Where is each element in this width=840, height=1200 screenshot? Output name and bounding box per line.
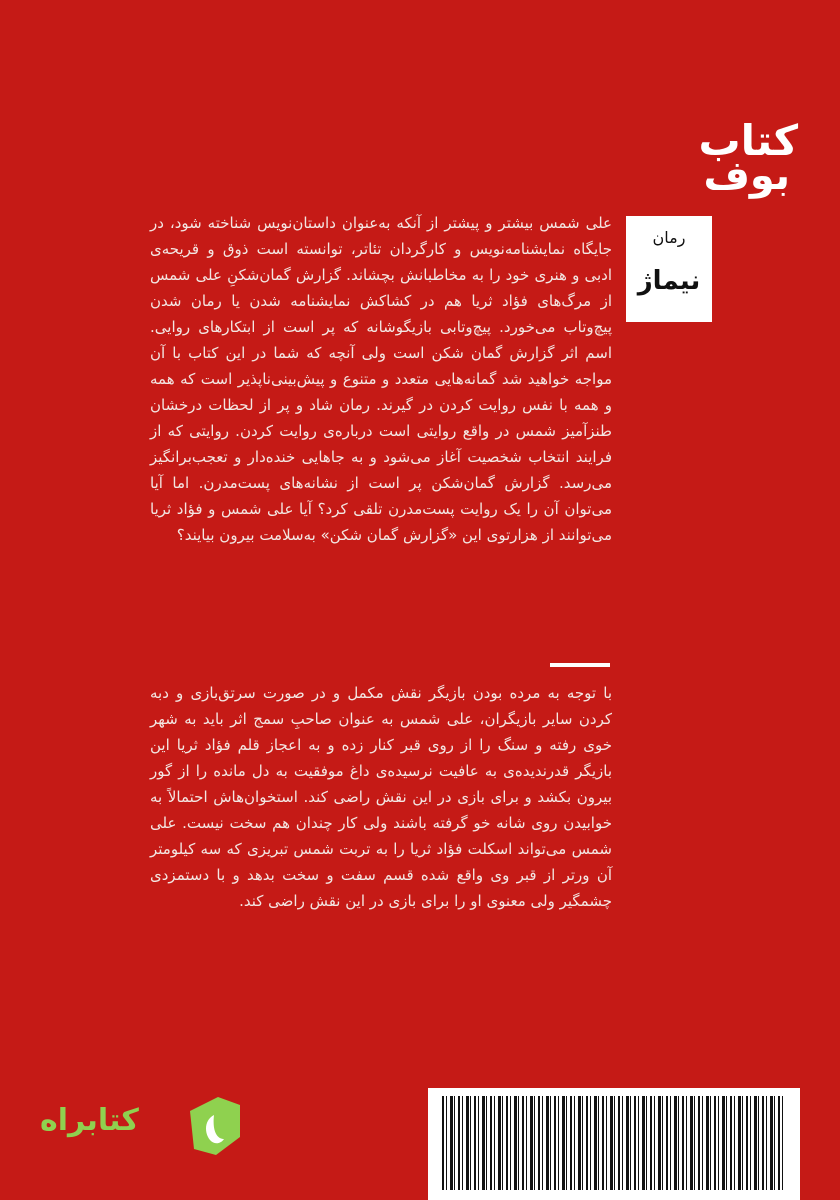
barcode bbox=[442, 1096, 786, 1190]
series-badge bbox=[626, 216, 712, 322]
section-divider bbox=[550, 663, 610, 667]
publisher-logo bbox=[678, 116, 798, 200]
watermark bbox=[40, 1093, 210, 1163]
logo-word-ketab: کتاب bbox=[698, 116, 798, 165]
barcode-panel bbox=[428, 1088, 800, 1200]
blurb-paragraph-1: علی شمس بیشتر و پیشتر از آنکه به‌عنوان داستان‌نویس شناخته شود، در جایگاه نمایشنامه‌نویس و کارگردان تئاتر، توانسته است ذوق و قریحه‌ی ادبی و هنری خود را به مخاطبانش بچشاند. گزارش گمان‌شکنِ علی شمس از مرگ‌های فؤاد ثریا هم در کشاکش نمایشنامه شدن یا رمان شدن پیچ‌وتاب می‌خورد. پیچ‌وتابی بازیگوشانه که پر است از ابتکارهای روایی. اسم اثر گزارش گمان شکن است ولی آنچه که شما در این کتاب با آن مواجه خواهید شد گمانه‌هایی متعدد و متنوع و پیش‌بینی‌ناپذیر است که همه و همه با نفس روایت کردن در گیرند. رمان شاد و پر از لحظات درخشان طنزآمیز شمس در واقع روایتی است درباره‌ی روایت کردن. روایتی که از فرایند انتخاب شخصیت آغاز می‌شود و به جاهایی خنده‌دار و تعجب‌برانگیز می‌رسد. گزارش گمان‌شکن پر است از نشانه‌های پست‌مدرن. اما آیا می‌توان آن را یک روایت پست‌مدرن تلقی کرد؟ آیا علی شمس و فؤاد ثریا می‌توانند از هزارتوی این «گزارش گمان شکن» به‌سلامت بیرون بیایند؟ bbox=[150, 214, 612, 544]
watermark-text: کتابراه bbox=[40, 1103, 139, 1138]
genre-label: رمان bbox=[652, 228, 686, 247]
book-leaf-icon bbox=[184, 1093, 246, 1159]
imprint-logo: نیماژ bbox=[637, 266, 701, 296]
blurb-paragraph-2: با توجه به مرده بودن بازیگر نقش مکمل و در صورت سرتق‌بازی و دبه کردن سایر بازیگران، علی شمس به عنوان صاحبِ سمج اثر باید به شهر خوی رفته و سنگ را از روی قبر کنار زده و به اعجاز قلم فؤاد ثریا این بازیگر قدرندیده‌ی به عافیت نرسیده‌ی داغ موفقیت به دل مانده را از گور بیرون بکشد و برای بازی در این نقش راضی کند. استخوان‌هاش احتمالاً به خوابیدن روی شانه خو گرفته باشند ولی کار چندان هم سخت نیست. علی شمس می‌تواند اسکلت فؤاد ثریا را به تربت شمس تبریزی که سه کیلومتر آن ورتر از قبر وی واقع شده قسم سفت و سخت بدهد و با دستمزدی چشمگیر ولی معنوی او را برای بازی در این نقش راضی کند. bbox=[150, 684, 612, 910]
logo-word-boof: بوف bbox=[703, 153, 790, 199]
